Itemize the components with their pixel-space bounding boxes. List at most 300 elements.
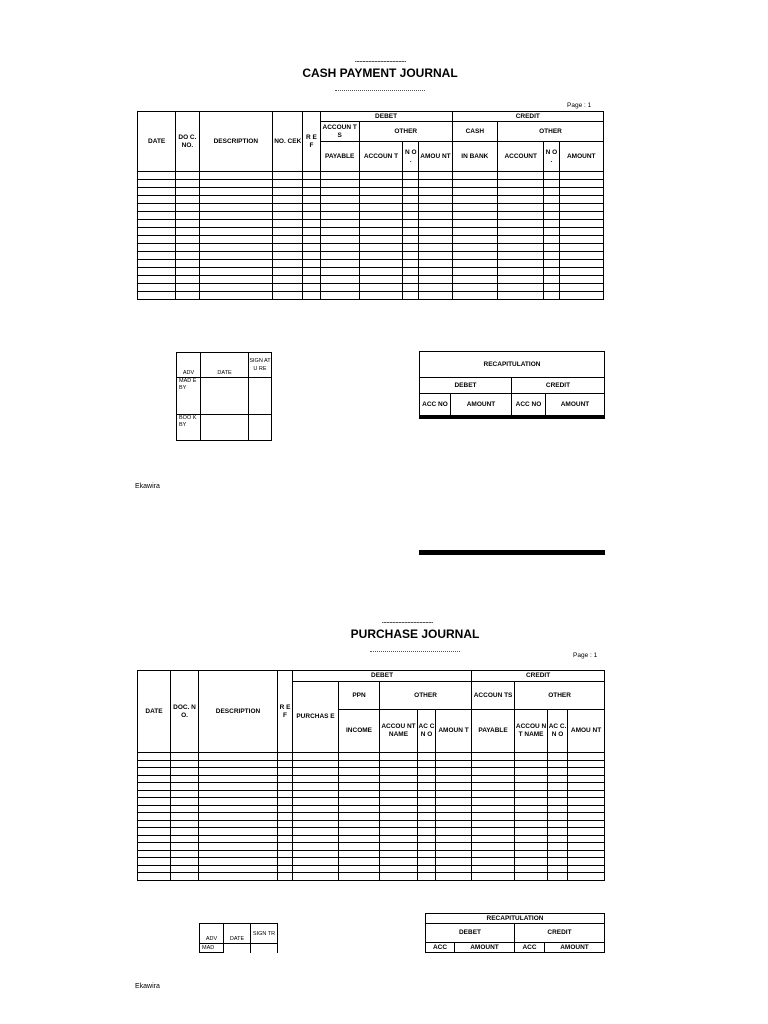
empty-cell <box>176 228 199 236</box>
empty-cell <box>293 805 339 813</box>
empty-cell <box>559 172 603 180</box>
empty-cell <box>544 236 559 244</box>
empty-cell <box>436 760 472 768</box>
empty-cell <box>171 753 199 761</box>
table-row <box>138 768 605 776</box>
empty-cell <box>138 268 176 276</box>
table-row <box>138 212 604 220</box>
empty-cell <box>138 753 171 761</box>
empty-cell <box>418 828 436 836</box>
empty-cell <box>436 798 472 806</box>
empty-cell <box>559 260 603 268</box>
empty-cell <box>380 783 418 791</box>
empty-cell <box>171 850 199 858</box>
empty-cell <box>419 284 452 292</box>
empty-cell <box>380 828 418 836</box>
empty-cell <box>138 212 176 220</box>
empty-cell <box>380 865 418 873</box>
table-row <box>138 760 605 768</box>
empty-cell <box>273 268 303 276</box>
empty-cell <box>273 260 303 268</box>
empty-cell <box>419 276 452 284</box>
empty-cell <box>544 252 559 260</box>
col-account: ACCOUN T <box>359 142 402 172</box>
col-payable: PAYABLE <box>320 142 359 172</box>
empty-cell <box>171 783 199 791</box>
empty-cell <box>320 228 359 236</box>
empty-cell <box>171 790 199 798</box>
col-other-credit: OTHER <box>498 122 604 142</box>
empty-cell <box>199 753 278 761</box>
empty-cell <box>273 220 303 228</box>
empty-cell <box>380 760 418 768</box>
empty-cell <box>498 276 544 284</box>
recap-continuation-table <box>419 550 605 555</box>
empty-cell <box>320 236 359 244</box>
empty-cell <box>436 753 472 761</box>
empty-cell <box>515 790 548 798</box>
col-doc-no: DO C. NO. <box>176 112 199 172</box>
p-recap-acc: ACC <box>426 943 455 953</box>
empty-cell <box>339 820 380 828</box>
table-row <box>138 284 604 292</box>
empty-cell <box>403 180 419 188</box>
col-cash: CASH <box>452 122 497 142</box>
empty-cell <box>515 760 548 768</box>
approval-made-by-date <box>201 378 249 415</box>
empty-cell <box>419 228 452 236</box>
empty-cell <box>278 790 293 798</box>
empty-cell <box>380 873 418 881</box>
recap-row <box>420 554 605 555</box>
empty-cell <box>171 835 199 843</box>
empty-cell <box>138 813 171 821</box>
empty-cell <box>303 284 320 292</box>
empty-cell <box>273 292 303 300</box>
approval-date: DATE <box>201 353 249 378</box>
table-row <box>138 813 605 821</box>
table-row <box>138 865 605 873</box>
empty-cell <box>359 172 402 180</box>
empty-cell <box>278 760 293 768</box>
footer-author-2: Ekawira <box>135 983 160 990</box>
col-credit-account: ACCOUNT <box>498 142 544 172</box>
empty-cell <box>452 284 497 292</box>
empty-cell <box>320 292 359 300</box>
empty-cell <box>436 835 472 843</box>
empty-cell <box>515 768 548 776</box>
empty-cell <box>452 220 497 228</box>
empty-cell <box>419 220 452 228</box>
empty-cell <box>403 252 419 260</box>
col-ref: R E F <box>303 112 320 172</box>
table-row <box>138 228 604 236</box>
empty-cell <box>452 204 497 212</box>
empty-cell <box>138 292 176 300</box>
empty-cell <box>559 228 603 236</box>
empty-cell <box>293 843 339 851</box>
empty-cell <box>452 260 497 268</box>
empty-cell <box>320 252 359 260</box>
empty-cell <box>544 276 559 284</box>
empty-cell <box>548 835 568 843</box>
empty-cell <box>568 775 605 783</box>
empty-cell <box>138 820 171 828</box>
empty-cell <box>436 858 472 866</box>
empty-cell <box>138 843 171 851</box>
table-row <box>138 292 604 300</box>
empty-cell <box>515 820 548 828</box>
empty-cell <box>293 858 339 866</box>
empty-cell <box>515 813 548 821</box>
empty-cell <box>403 244 419 252</box>
empty-cell <box>559 276 603 284</box>
empty-cell <box>273 196 303 204</box>
empty-cell <box>273 284 303 292</box>
empty-cell <box>472 783 515 791</box>
empty-cell <box>380 820 418 828</box>
empty-cell <box>138 252 176 260</box>
empty-cell <box>339 873 380 881</box>
empty-cell <box>339 858 380 866</box>
col-accounts: ACCOUN TS <box>320 122 359 142</box>
empty-cell <box>138 236 176 244</box>
empty-cell <box>199 768 278 776</box>
empty-cell <box>339 805 380 813</box>
empty-cell <box>559 244 603 252</box>
empty-cell <box>293 783 339 791</box>
empty-cell <box>293 760 339 768</box>
col-no-cek: NO. CEK <box>273 112 303 172</box>
col-other-debet: OTHER <box>359 122 452 142</box>
empty-cell <box>176 292 199 300</box>
empty-cell <box>419 244 452 252</box>
empty-cell <box>568 753 605 761</box>
empty-cell <box>436 873 472 881</box>
empty-cell <box>138 768 171 776</box>
empty-cell <box>548 798 568 806</box>
empty-cell <box>278 813 293 821</box>
empty-cell <box>339 835 380 843</box>
empty-cell <box>303 188 320 196</box>
empty-cell <box>419 252 452 260</box>
empty-cell <box>138 204 176 212</box>
empty-cell <box>544 188 559 196</box>
empty-cell <box>568 820 605 828</box>
empty-cell <box>303 204 320 212</box>
empty-cell <box>320 260 359 268</box>
empty-cell <box>138 850 171 858</box>
empty-cell <box>403 220 419 228</box>
empty-cell <box>418 835 436 843</box>
empty-cell <box>436 820 472 828</box>
empty-cell <box>171 798 199 806</box>
empty-cell <box>320 220 359 228</box>
recap-amount: AMOUNT <box>451 394 512 416</box>
empty-cell <box>559 212 603 220</box>
table-row <box>138 196 604 204</box>
empty-cell <box>359 268 402 276</box>
empty-cell <box>419 180 452 188</box>
empty-cell <box>138 798 171 806</box>
empty-cell <box>548 790 568 798</box>
empty-cell <box>339 865 380 873</box>
empty-cell <box>138 260 176 268</box>
p-approval-date: DATE <box>224 924 251 944</box>
empty-cell <box>498 268 544 276</box>
empty-cell <box>515 753 548 761</box>
p-recap-credit: CREDIT <box>515 924 605 943</box>
empty-cell <box>498 292 544 300</box>
p-col-credit-account-name: ACCOU NT NAME <box>515 710 548 753</box>
empty-cell <box>359 220 402 228</box>
empty-cell <box>403 284 419 292</box>
empty-cell <box>359 292 402 300</box>
table-row <box>138 753 605 761</box>
empty-cell <box>472 775 515 783</box>
table-row <box>138 843 605 851</box>
recap-row <box>420 418 605 419</box>
empty-cell <box>138 865 171 873</box>
empty-cell <box>472 790 515 798</box>
empty-cell <box>359 196 402 204</box>
purchase-journal-title: PURCHASE JOURNAL <box>350 627 480 641</box>
empty-cell <box>436 865 472 873</box>
empty-cell <box>544 196 559 204</box>
empty-cell <box>199 790 278 798</box>
empty-cell <box>420 418 451 419</box>
empty-cell <box>339 790 380 798</box>
empty-cell <box>278 858 293 866</box>
empty-cell <box>199 180 273 188</box>
empty-cell <box>418 760 436 768</box>
empty-cell <box>472 768 515 776</box>
approval-book-by-sign <box>249 415 272 441</box>
empty-cell <box>138 835 171 843</box>
empty-cell <box>451 418 512 419</box>
empty-cell <box>176 252 199 260</box>
empty-cell <box>138 244 176 252</box>
empty-cell <box>403 236 419 244</box>
empty-cell <box>199 858 278 866</box>
empty-cell <box>548 850 568 858</box>
empty-cell <box>303 212 320 220</box>
empty-cell <box>548 843 568 851</box>
empty-cell <box>320 268 359 276</box>
empty-cell <box>418 813 436 821</box>
empty-cell <box>452 188 497 196</box>
empty-cell <box>176 188 199 196</box>
empty-cell <box>419 172 452 180</box>
empty-cell <box>472 858 515 866</box>
empty-cell <box>472 820 515 828</box>
empty-cell <box>176 268 199 276</box>
empty-cell <box>403 276 419 284</box>
empty-cell <box>548 828 568 836</box>
empty-cell <box>544 260 559 268</box>
empty-cell <box>199 820 278 828</box>
empty-cell <box>419 188 452 196</box>
empty-cell <box>176 284 199 292</box>
empty-cell <box>498 180 544 188</box>
p-approval-signature: SIGN TR <box>251 924 278 944</box>
empty-cell <box>559 284 603 292</box>
empty-cell <box>320 196 359 204</box>
empty-cell <box>359 252 402 260</box>
empty-cell <box>548 858 568 866</box>
empty-cell <box>359 188 402 196</box>
empty-cell <box>339 828 380 836</box>
empty-cell <box>419 260 452 268</box>
empty-cell <box>138 783 171 791</box>
empty-cell <box>176 220 199 228</box>
empty-cell <box>403 212 419 220</box>
table-row <box>138 220 604 228</box>
approval-book-by-date <box>201 415 249 441</box>
empty-cell <box>515 798 548 806</box>
empty-cell <box>359 236 402 244</box>
empty-cell <box>418 858 436 866</box>
empty-cell <box>472 850 515 858</box>
table-row <box>138 268 604 276</box>
empty-cell <box>278 850 293 858</box>
table-row <box>138 783 605 791</box>
empty-cell <box>293 798 339 806</box>
empty-cell <box>303 236 320 244</box>
empty-cell <box>171 820 199 828</box>
empty-cell <box>418 805 436 813</box>
empty-cell <box>472 798 515 806</box>
empty-cell <box>339 775 380 783</box>
empty-cell <box>199 805 278 813</box>
empty-cell <box>176 276 199 284</box>
empty-cell <box>498 252 544 260</box>
empty-cell <box>568 873 605 881</box>
empty-cell <box>548 775 568 783</box>
empty-cell <box>436 828 472 836</box>
empty-cell <box>138 873 171 881</box>
recap-rows <box>420 416 605 419</box>
empty-cell <box>171 865 199 873</box>
empty-cell <box>380 768 418 776</box>
empty-cell <box>544 228 559 236</box>
empty-cell <box>436 783 472 791</box>
approval-signature: SIGN ATU RE <box>249 353 272 378</box>
empty-cell <box>359 260 402 268</box>
empty-cell <box>515 828 548 836</box>
p-recap-amount-2: AMOUNT <box>545 943 605 953</box>
page-number-2: Page : 1 <box>573 652 598 659</box>
p-col-description: DESCRIPTION <box>199 671 278 753</box>
purchase-journal-table <box>137 670 605 881</box>
empty-cell <box>339 798 380 806</box>
empty-cell <box>171 768 199 776</box>
empty-cell <box>199 843 278 851</box>
title-underline <box>335 90 425 91</box>
empty-cell <box>403 268 419 276</box>
approval-book-by: BOO K BY <box>177 415 201 441</box>
empty-cell <box>171 828 199 836</box>
empty-cell <box>199 236 273 244</box>
empty-cell <box>278 798 293 806</box>
empty-cell <box>359 180 402 188</box>
empty-cell <box>451 554 512 555</box>
empty-cell <box>339 850 380 858</box>
empty-cell <box>472 843 515 851</box>
empty-cell <box>548 865 568 873</box>
empty-cell <box>498 228 544 236</box>
col-in-bank: IN BANK <box>452 142 497 172</box>
empty-cell <box>339 783 380 791</box>
empty-cell <box>548 813 568 821</box>
empty-cell <box>548 820 568 828</box>
purchase-journal-entry-rows <box>138 753 605 881</box>
empty-cell <box>515 783 548 791</box>
empty-cell <box>176 180 199 188</box>
empty-cell <box>559 196 603 204</box>
footer-author: Ekawira <box>135 483 160 490</box>
approval-made-by: MAD E BY <box>177 378 201 415</box>
p-col-amount: AMOUN T <box>436 710 472 753</box>
empty-cell <box>138 775 171 783</box>
empty-cell <box>515 850 548 858</box>
empty-cell <box>436 790 472 798</box>
empty-cell <box>452 276 497 284</box>
empty-cell <box>452 212 497 220</box>
col-debet: DEBET <box>320 112 452 122</box>
empty-cell <box>320 244 359 252</box>
empty-cell <box>436 775 472 783</box>
empty-cell <box>278 843 293 851</box>
empty-cell <box>418 768 436 776</box>
empty-cell <box>498 188 544 196</box>
p-col-credit: CREDIT <box>472 671 605 682</box>
empty-cell <box>199 204 273 212</box>
empty-cell <box>420 554 451 555</box>
cash-payment-journal-table <box>137 111 604 300</box>
empty-cell <box>472 835 515 843</box>
empty-cell <box>303 276 320 284</box>
empty-cell <box>273 212 303 220</box>
p-col-ac-no: AC C N O <box>418 710 436 753</box>
empty-cell <box>278 820 293 828</box>
table-row <box>138 873 605 881</box>
empty-cell <box>380 835 418 843</box>
empty-cell <box>176 196 199 204</box>
empty-cell <box>498 284 544 292</box>
empty-cell <box>293 775 339 783</box>
empty-cell <box>320 204 359 212</box>
table-row <box>138 236 604 244</box>
empty-cell <box>199 775 278 783</box>
empty-cell <box>293 768 339 776</box>
empty-cell <box>498 260 544 268</box>
col-credit: CREDIT <box>452 112 603 122</box>
empty-cell <box>452 268 497 276</box>
table-row <box>138 835 605 843</box>
empty-cell <box>418 790 436 798</box>
empty-cell <box>418 753 436 761</box>
empty-cell <box>403 172 419 180</box>
p-col-doc-no: DOC. NO. <box>171 671 199 753</box>
cash-journal-entry-rows <box>138 172 604 300</box>
table-row <box>138 260 604 268</box>
empty-cell <box>273 172 303 180</box>
empty-cell <box>568 790 605 798</box>
p-col-ppn: PPN <box>339 682 380 710</box>
empty-cell <box>278 835 293 843</box>
empty-cell <box>498 220 544 228</box>
